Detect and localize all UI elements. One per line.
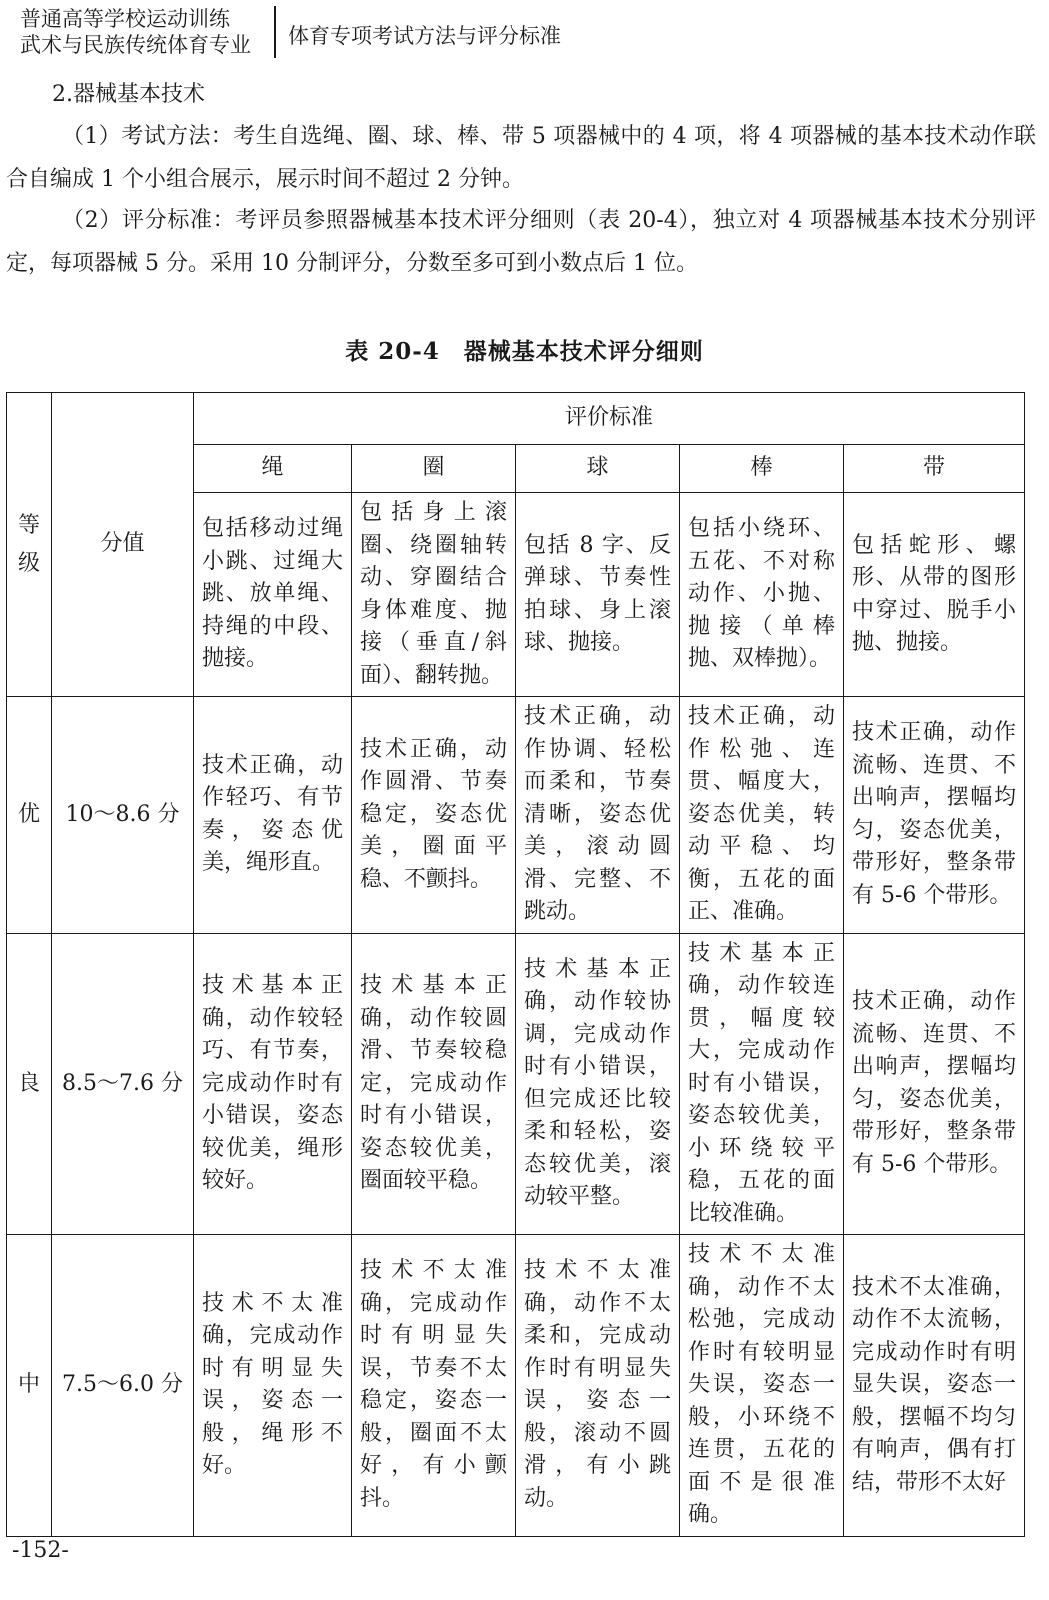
- grade-level: 中: [7, 1235, 52, 1537]
- paragraph-exam-method: （1）考试方法：考生自选绳、圈、球、棒、带 5 项器械中的 4 项，将 4 项器械的基本技术动作联合自编成 1 个小组合展示，展示时间不超过 2 分钟。: [6, 124, 1036, 192]
- score-header: 分值: [52, 393, 194, 697]
- apparatus-rope: 绳: [194, 445, 352, 493]
- apparatus-ribbon: 带: [844, 445, 1025, 493]
- content-rope: 包括移动过绳小跳、过绳大跳、放单绳、持绳的中段、抛接。: [194, 493, 352, 697]
- criteria-clubs: 技术基本正确，动作较连贯，幅度较大，完成动作时有小错误，姿态较优美，小环绕较平稳，五花的面比较准确。: [680, 933, 844, 1235]
- content-hoop: 包括身上滚圈、绕圈轴转动、穿圈结合身体难度、抛接（垂直/斜面）、翻转抛。: [352, 493, 516, 697]
- scoring-table: [6, 392, 1025, 1537]
- grade-row-excellent: [7, 697, 1025, 934]
- section-title: 2.器械基本技术: [52, 82, 205, 107]
- criteria-clubs: 技术不太准确，动作不太松弛，完成动作时有较明显失误，姿态一般，小环绕不连贯，五花的面不是很准确。: [680, 1235, 844, 1537]
- grade-row-fair: [7, 1235, 1025, 1537]
- level-header-char-2: 级: [17, 550, 40, 576]
- content-clubs: 包括小绕环、五花、不对称动作、小抛、抛接（单棒抛、双棒抛）。: [680, 493, 844, 697]
- content-ball: 包括 8 字、反弹球、节奏性拍球、身上滚球、抛接。: [516, 493, 680, 697]
- grade-score: 10～8.6 分: [52, 697, 194, 934]
- criteria-rope: 技术基本正确，动作较轻巧、有节奏，完成动作时有小错误，姿态较优美，绳形较好。: [194, 933, 352, 1235]
- apparatus-hoop: 圈: [352, 445, 516, 493]
- page-number: -152-: [12, 1538, 69, 1563]
- table-caption: 表 20-4 器械基本技术评分细则: [345, 338, 704, 365]
- grade-score: 7.5～6.0 分: [52, 1235, 194, 1537]
- paragraph-scoring-standard: （2）评分标准：考评员参照器械基本技术评分细则（表 20-4），独立对 4 项器械基本技术分别评定，每项器械 5 分。采用 10 分制评分，分数至多可到小数点后 1 位。: [6, 208, 1036, 276]
- header-divider: [274, 6, 276, 58]
- table-header-row: [7, 393, 1025, 445]
- criteria-hoop: 技术正确，动作圆滑、节奏稳定，姿态优美，圈面平稳、不颤抖。: [352, 697, 516, 934]
- criteria-ribbon: 技术不太准确，动作不太流畅，完成动作时有明显失误，姿态一般，摆幅不均匀有响声，偶有打结，带形不太好: [844, 1235, 1025, 1537]
- criteria-ball: 技术正确，动作协调、轻松而柔和，节奏清晰，姿态优美，滚动圆滑、完整、不跳动。: [516, 697, 680, 934]
- criteria-rope: 技术不太准确，完成动作时有明显失误，姿态一般，绳形不好。: [194, 1235, 352, 1537]
- grade-level: 优: [7, 697, 52, 934]
- content-ribbon: 包括蛇形、螺形、从带的图形中穿过、脱手小抛、抛接。: [844, 493, 1025, 697]
- grade-row-good: [7, 933, 1025, 1235]
- grade-score: 8.5～7.6 分: [52, 933, 194, 1235]
- series-line-2: 武术与民族传统体育专业: [20, 33, 251, 57]
- criteria-clubs: 技术正确，动作松弛、连贯、幅度大，姿态优美，转动平稳、均衡，五花的面正、准确。: [680, 697, 844, 934]
- criteria-ball: 技术基本正确，动作较协调，完成动作时有小错误，但完成还比较柔和轻松，姿态较优美，滚动较平整。: [516, 933, 680, 1235]
- apparatus-ball: 球: [516, 445, 680, 493]
- grade-level: 良: [7, 933, 52, 1235]
- criteria-rope: 技术正确，动作轻巧、有节奏，姿态优美，绳形直。: [194, 697, 352, 934]
- level-header: [7, 393, 52, 697]
- chapter-title: 体育专项考试方法与评分标准: [288, 24, 561, 48]
- book-series-title: [20, 6, 270, 58]
- criteria-ribbon: 技术正确，动作流畅、连贯、不出响声，摆幅均匀，姿态优美，带形好，整条带有 5-6 个带形。: [844, 933, 1025, 1235]
- running-header: [0, 0, 1049, 62]
- series-line-1: 普通高等学校运动训练: [20, 7, 230, 31]
- criteria-ribbon: 技术正确，动作流畅、连贯、不出响声，摆幅均匀，姿态优美，带形好，整条带有 5-6 个带形。: [844, 697, 1025, 934]
- apparatus-clubs: 棒: [680, 445, 844, 493]
- criteria-hoop: 技术不太准确，完成动作时有明显失误，节奏不太稳定，姿态一般，圈面不太好，有小颤抖。: [352, 1235, 516, 1537]
- level-header-char-1: 等: [17, 512, 40, 538]
- criteria-header: 评价标准: [194, 393, 1025, 445]
- criteria-hoop: 技术基本正确，动作较圆滑、节奏较稳定，完成动作时有小错误，姿态较优美，圈面较平稳。: [352, 933, 516, 1235]
- criteria-ball: 技术不太准确，动作不太柔和，完成动作时有明显失误，姿态一般，滚动不圆滑，有小跳动。: [516, 1235, 680, 1537]
